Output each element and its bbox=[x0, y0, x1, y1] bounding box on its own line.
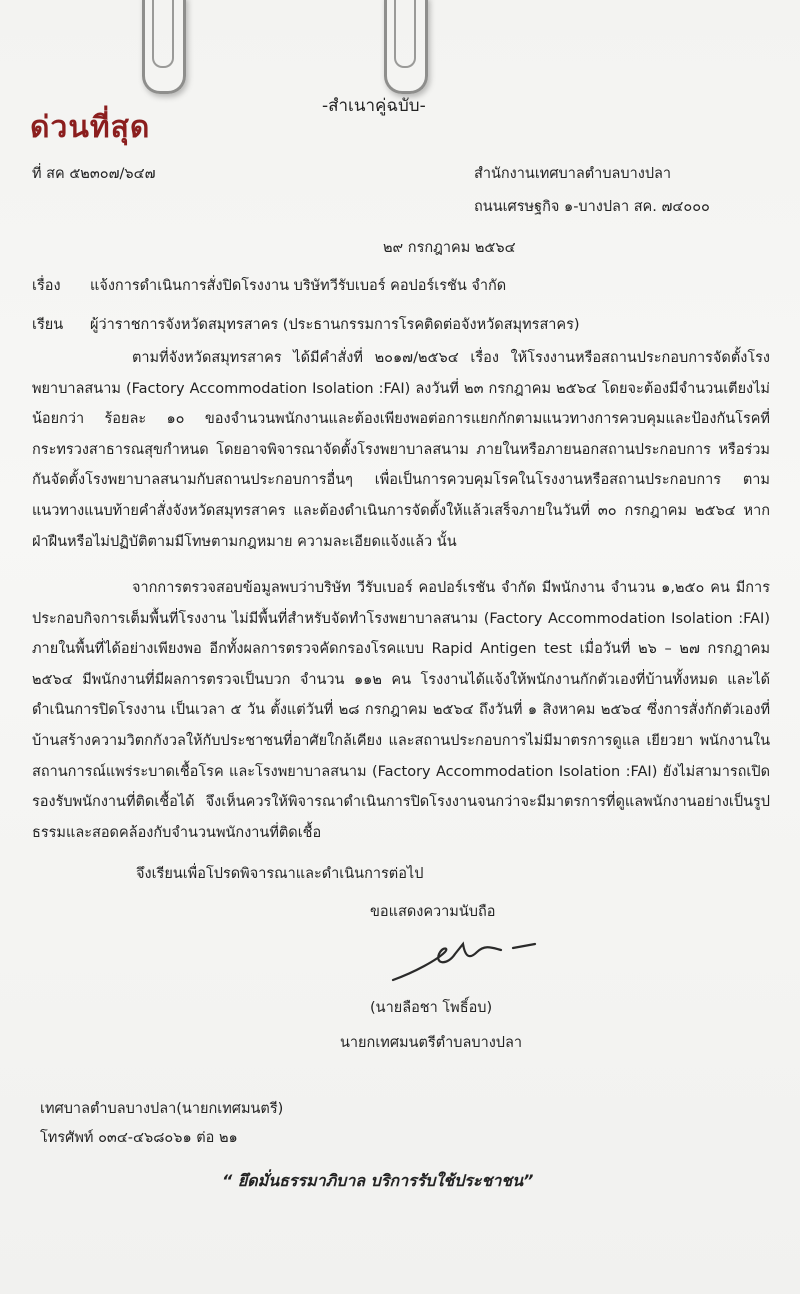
paper-clip-icon bbox=[384, 0, 428, 94]
signature-salutation: ขอแสดงความนับถือ bbox=[370, 904, 496, 920]
subject-text: แจ้งการดำเนินการสั่งปิดโรงงาน บริษัทวีรับเบอร์ คอปอร์เรชัน จำกัด bbox=[90, 278, 507, 294]
urgency-label: ด่วนที่สุด bbox=[30, 110, 151, 145]
subject-label: เรื่อง bbox=[32, 278, 61, 294]
body-paragraph-1: ตามที่จังหวัดสมุทรสาคร ได้มีคำสั่งที่ ๒๐๑๗/๒๕๖๔ เรื่อง ให้โรงงานหรือสถานประกอบการจัดตั้งโรงพยาบาลสนาม (Factory Accommodation Isolation :FAI) ลงวันที่ ๒๓ กรกฎาคม ๒๕๖๔ โดยจะต้องมีจำนวนเตียงไม่น้อยกว่า ร้อยละ ๑๐ ของจำนวนพนักงานและต้องเพียงพอต่อการแยกกักตามแนวทางการควบคุมและป้องกันโรคที่กระทรวงสาธารณสุขกำหนด โดยอาจพิจารณาจัดตั้งโรงพยาบาลสนาม ภายในหรือภายนอกสถานประกอบการ หรือร่วมกันจัดตั้งโรงพยาบาลสนามกับสถานประกอบการอื่นๆ เพื่อเป็นการควบคุมโรคในโรงงานหรือสถานประกอบการ ตามแนวทางแนบท้ายคำสั่งจังหวัดสมุทรสาคร และต้องดำเนินการจัดตั้งให้แล้วเสร็จภายในวันที่ ๓๐ กรกฎาคม ๒๕๖๔ หากฝ่าฝืนหรือไม่ปฏิบัติตามมีโทษตามกฎหมาย ความละเอียดแจ้งแล้ว นั้น bbox=[32, 350, 770, 550]
signatory-position: นายกเทศมนตรีตำบลบางปลา bbox=[340, 1035, 523, 1051]
letter-date: ๒๙ กรกฎาคม ๒๕๖๔ bbox=[383, 240, 516, 256]
footer-office: เทศบาลตำบลบางปลา(นายกเทศมนตรี) bbox=[40, 1101, 284, 1117]
handwritten-signature bbox=[385, 930, 565, 990]
organization-address: ถนนเศรษฐกิจ ๑-บางปลา สค. ๗๔๐๐๐ bbox=[474, 199, 710, 215]
addressee-label: เรียน bbox=[32, 317, 64, 333]
paper-clip-icon bbox=[142, 0, 186, 94]
organization-name: สำนักงานเทศบาลตำบลบางปลา bbox=[474, 166, 672, 182]
body-paragraph-2: จากการตรวจสอบข้อมูลพบว่าบริษัท วีรับเบอร์ คอปอร์เรชัน จำกัด มีพนักงาน จำนวน ๑,๒๕๐ คน มีการประกอบกิจการเต็มพื้นที่โรงงาน ไม่มีพื้นที่สำหรับจัดทำโรงพยาบาลสนาม (Factory Accommodation Isolation :FAI) ภายในพื้นที่ได้อย่างเพียงพอ อีกทั้งผลการตรวจคัดกรองโรคแบบ Rapid Antigen test เมื่อวันที่ ๒๖ – ๒๗ กรกฎาคม ๒๕๖๔ มีพนักงานที่มีผลการตรวจเป็นบวก จำนวน ๑๑๒ คน โรงงานได้แจ้งให้พนักงานกักตัวเองที่บ้านทั้งหมด และได้ดำเนินการปิดโรงงาน เป็นเวลา ๕ วัน ตั้งแต่วันที่ ๒๘ กรกฎาคม ๒๕๖๔ ถึงวันที่ ๑ สิงหาคม ๒๕๖๔ ซึ่งการสั่งกักตัวเองที่บ้านสร้างความวิตกกังวลให้กับประชาชนที่อาศัยใกล้เคียง และสถานประกอบการไม่มีมาตรการดูแล เยียวยา พนักงานในสถานการณ์แพร่ระบาดเชื้อโรค และโรงพยาบาลสนาม (Factory Accommodation Isolation :FAI) ยังไม่สามารถเปิดรองรับพนักงานที่ติดเชื้อได้ จึงเห็นควรให้พิจารณาดำเนินการปิดโรงงานจนกว่าจะมีมาตรการที่ดูแลพนักงานอย่างเป็นรูปธรรมและสอดคล้องกับจำนวนพนักงานที่ติดเชื้อ bbox=[32, 580, 770, 841]
reference-number: ที่ สค ๕๒๓๐๗/๖๔๗ bbox=[32, 166, 156, 182]
closing-request: จึงเรียนเพื่อโปรดพิจารณาและดำเนินการต่อไป bbox=[136, 866, 424, 882]
copy-mark: -สำเนาคู่ฉบับ- bbox=[322, 96, 426, 116]
signatory-name: (นายลือชา โพธิ์อบ) bbox=[370, 1000, 493, 1016]
footer-phone: โทรศัพท์ ๐๓๔-๔๖๘๐๖๑ ต่อ ๒๑ bbox=[40, 1130, 238, 1146]
footer-slogan: “ ยึดมั่นธรรมาภิบาล บริการรับใช้ประชาชน” bbox=[222, 1171, 534, 1190]
addressee-text: ผู้ว่าราชการจังหวัดสมุทรสาคร (ประธานกรรมการโรคติดต่อจังหวัดสมุทรสาคร) bbox=[90, 317, 580, 333]
